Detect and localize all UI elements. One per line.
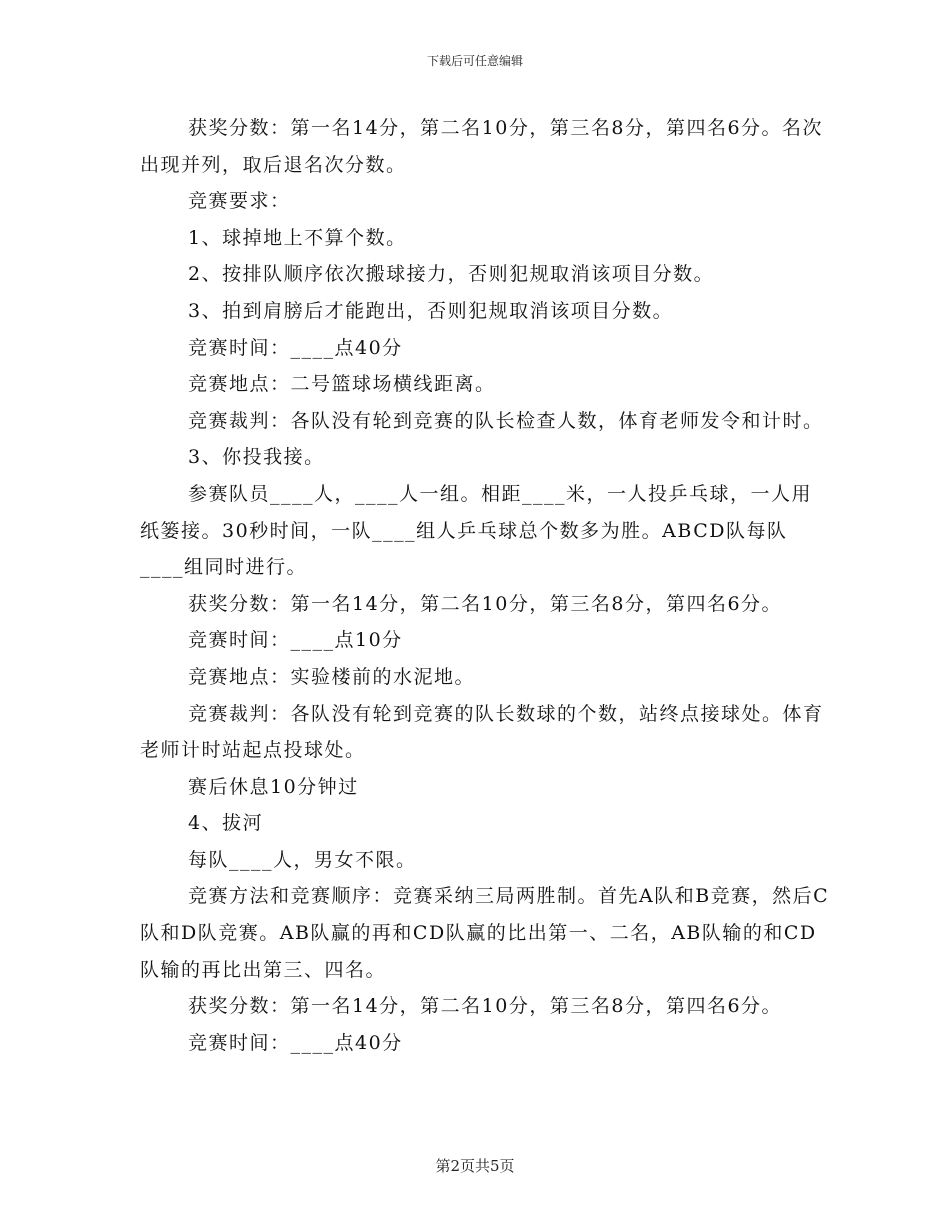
paragraph: 赛后休息10分钟过 <box>188 775 359 798</box>
paragraph: 竞赛方法和竞赛顺序：竞赛采纳三局两胜制。首先A队和B竞赛，然后C队和D队竞赛。AB队赢的再和CD队赢的比出第一、二名，AB队输的和CD队输的再比出第三、四名。 <box>140 885 830 981</box>
paragraph: 竞赛时间：____点40分 <box>188 1031 403 1054</box>
paragraph: 参赛队员____人，____人一组。相距____米，一人投乒乓球，一人用纸篓接。30秒时间，一队____组人乒乓球总个数多为胜。ABCD队每队____组同时进行。 <box>140 482 813 579</box>
paragraph: 3、你投我接。 <box>188 446 325 469</box>
page-header: 下载后可任意编辑 <box>426 54 523 68</box>
paragraph: 4、拔河 <box>188 812 264 835</box>
paragraph: 竞赛裁判：各队没有轮到竞赛的队长数球的个数，站终点接球处。体育老师计时站起点投球处。 <box>140 702 824 762</box>
paragraph: 2、按排队顺序依次搬球接力，否则犯规取消该项目分数。 <box>188 263 715 286</box>
paragraph: 竞赛地点：实验楼前的水泥地。 <box>188 665 476 688</box>
paragraph: 获奖分数：第一名14分，第二名10分，第三名8分，第四名6分。名次出现并列，取后退名次分数。 <box>140 117 824 176</box>
paragraph: 竞赛时间：____点10分 <box>188 629 403 652</box>
paragraph: 1、球掉地上不算个数。 <box>188 226 407 249</box>
paragraph: 竞赛裁判：各队没有轮到竞赛的队长检查人数，体育老师发令和计时。 <box>188 409 824 432</box>
paragraph: 获奖分数：第一名14分，第二名10分，第三名8分，第四名6分。 <box>188 592 783 615</box>
page-number-footer: 第2页共5页 <box>435 1157 515 1175</box>
paragraph: 竞赛地点：二号篮球场横线距离。 <box>188 373 496 396</box>
paragraph: 3、拍到肩膀后才能跑出，否则犯规取消该项目分数。 <box>188 299 674 322</box>
paragraph: 竞赛时间：____点40分 <box>188 336 403 359</box>
paragraph: 获奖分数：第一名14分，第二名10分，第三名8分，第四名6分。 <box>188 995 783 1018</box>
paragraph: 每队____人，男女不限。 <box>188 848 417 871</box>
document-body <box>140 110 830 1061</box>
paragraph: 竞赛要求： <box>188 190 291 213</box>
